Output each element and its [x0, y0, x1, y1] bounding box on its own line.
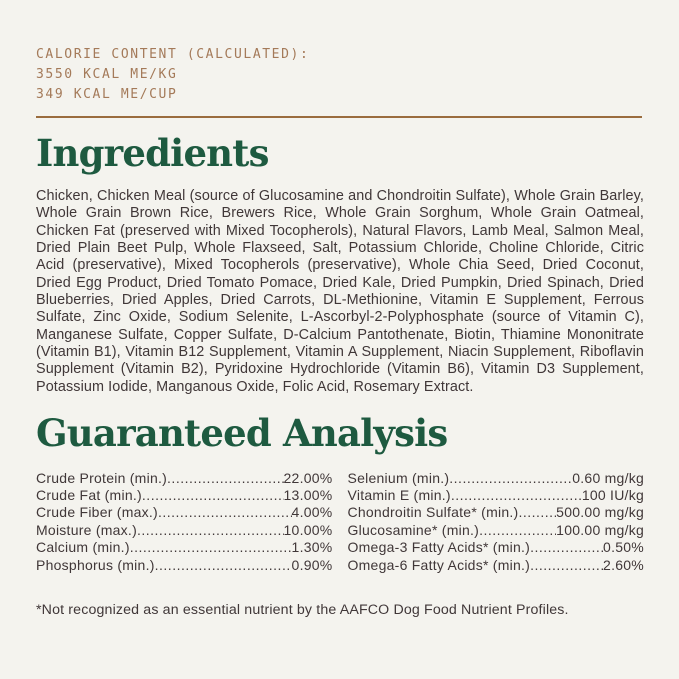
analysis-row-moisture — [36, 522, 333, 539]
dot-leader — [530, 557, 603, 574]
analysis-row-omega-6 — [348, 557, 645, 574]
analysis-label: Omega-6 Fatty Acids* (min.) — [347, 556, 531, 573]
calorie-kcal-per-cup: 349 KCAL ME/CUP — [36, 87, 178, 102]
horizontal-divider — [36, 116, 642, 118]
analysis-label: Crude Fat (min.) — [36, 486, 142, 503]
dot-leader — [518, 504, 556, 521]
calorie-content-title: CALORIE CONTENT (CALCULATED): — [36, 47, 310, 62]
calorie-kcal-per-kg: 3550 KCAL ME/KG — [36, 67, 178, 82]
analysis-label: Chondroitin Sulfate* (min.) — [347, 504, 519, 521]
dot-leader — [167, 470, 283, 487]
analysis-value: 500.00 mg/kg — [556, 504, 644, 521]
dot-leader — [530, 539, 603, 556]
analysis-right-column — [348, 470, 645, 574]
analysis-label: Selenium (min.) — [347, 469, 450, 486]
dot-leader — [158, 504, 292, 521]
analysis-row-phosphorus — [36, 557, 333, 574]
analysis-row-chondroitin-sulfate — [348, 504, 645, 521]
aafco-footnote: *Not recognized as an essential nutrient by the AAFCO Dog Food Nutrient Profiles. — [36, 601, 569, 618]
dot-leader — [130, 539, 292, 556]
analysis-row-crude-protein — [36, 470, 333, 487]
analysis-label: Calcium (min.) — [36, 539, 130, 556]
analysis-label: Crude Protein (min.) — [36, 469, 168, 486]
analysis-row-vitamin-e — [348, 487, 645, 504]
analysis-row-crude-fat — [36, 487, 333, 504]
analysis-value: 0.60 mg/kg — [572, 469, 644, 486]
analysis-row-selenium — [348, 470, 645, 487]
ingredients-heading: Ingredients — [36, 131, 269, 175]
analysis-value: 22.00% — [283, 469, 333, 486]
guaranteed-analysis-table — [36, 470, 644, 574]
dot-leader — [449, 470, 572, 487]
analysis-value: 2.60% — [603, 556, 644, 573]
analysis-label: Phosphorus (min.) — [36, 556, 155, 573]
analysis-label: Glucosamine* (min.) — [347, 521, 480, 538]
guaranteed-analysis-heading: Guaranteed Analysis — [36, 410, 448, 455]
analysis-value: 0.50% — [603, 539, 644, 556]
analysis-value: 100.00 mg/kg — [556, 521, 644, 538]
analysis-value: 13.00% — [283, 486, 333, 503]
analysis-value: 4.00% — [291, 504, 333, 521]
analysis-label: Crude Fiber (max.) — [36, 504, 158, 521]
dot-leader — [155, 557, 292, 574]
analysis-value: 0.90% — [291, 556, 333, 573]
analysis-label: Vitamin E (min.) — [347, 486, 451, 503]
dot-leader — [479, 522, 556, 539]
analysis-row-omega-3 — [348, 539, 645, 556]
analysis-row-glucosamine — [348, 522, 645, 539]
analysis-row-calcium — [36, 539, 333, 556]
analysis-label: Omega-3 Fatty Acids* (min.) — [347, 539, 531, 556]
dot-leader — [137, 522, 284, 539]
analysis-label: Moisture (max.) — [36, 521, 137, 538]
analysis-value: 100 IU/kg — [581, 486, 644, 503]
calorie-content-block — [36, 45, 645, 105]
dot-leader — [451, 487, 582, 504]
analysis-value: 10.00% — [283, 521, 333, 538]
dot-leader — [142, 487, 284, 504]
analysis-row-crude-fiber — [36, 504, 333, 521]
analysis-value: 1.30% — [291, 539, 333, 556]
ingredients-list-text: Chicken, Chicken Meal (source of Glucosamine and Chondroitin Sulfate), Whole Grain Barley, Whole Grain Brown Rice, Brewers Rice, Whole Grain Sorghum, Whole Grain Oatmeal, Chicken Fat (preserved with Mixed Tocopherols), Natural Flavors, Lamb Meal, Salmon Meal, Dried Plain Beet Pulp, Whole Flaxseed, Salt, Potassium Chloride, Choline Chloride, Citric Acid (preservative), Mixed Tocopherols (preservative), Whole Chia Seed, Dried Coconut, Dried Egg Product, Dried Tomato Pomace, Dried Kale, Dried Pumpkin, Dried Spinach, Dried Blueberries, Dried Apples, Dried Carrots, DL-Methionine, Vitamin E Supplement, Ferrous Sulfate, Zinc Oxide, Sodium Selenite, L-Ascorbyl-2-Polyphosphate (source of Vitamin C), Manganese Sulfate, Copper Sulfate, D-Calcium Pantothenate, Biotin, Thiamine Mononitrate (Vitamin B1), Vitamin B12 Supplement, Vitamin A Supplement, Niacin Supplement, Riboflavin Supplement (Vitamin B2), Pyridoxine Hydrochloride (Vitamin B6), Vitamin D3 Supplement, Potassium Iodide, Manganous Oxide, Folic Acid, Rosemary Extract. — [36, 188, 644, 395]
analysis-left-column — [36, 470, 333, 574]
